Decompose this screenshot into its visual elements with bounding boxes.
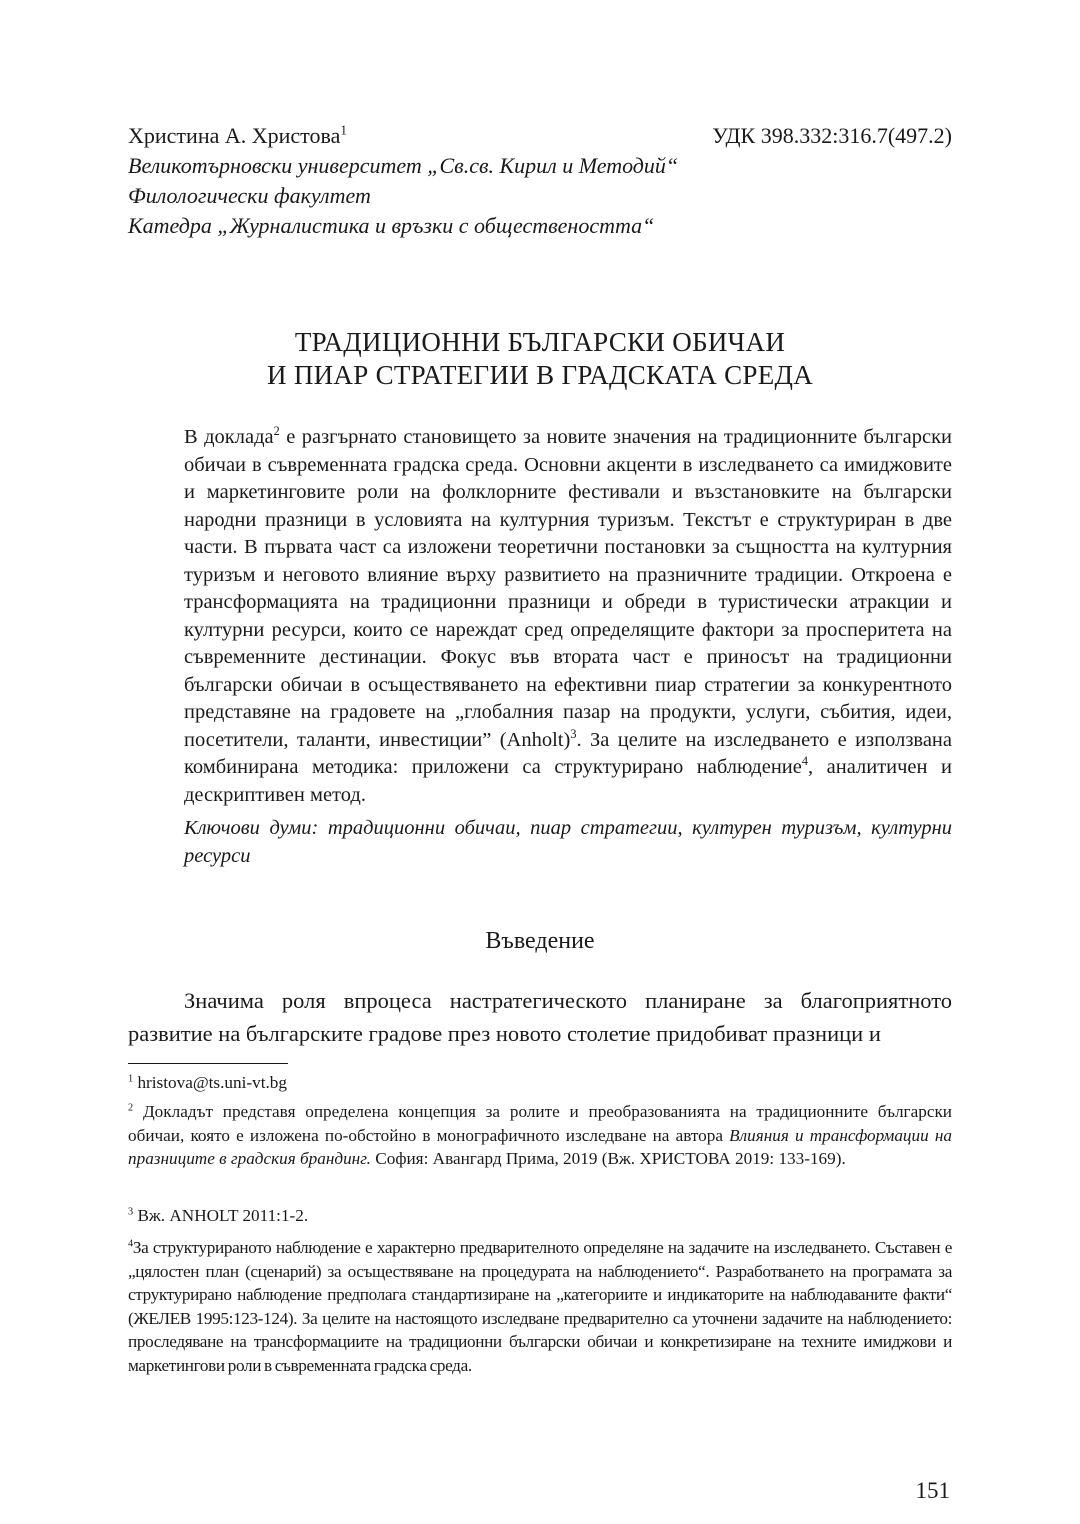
footnote-ref-4[interactable]: 4 bbox=[801, 754, 809, 769]
author-email-link[interactable]: hristova@ts.uni-vt.bg bbox=[133, 1073, 287, 1092]
footnote-3: $^3$ Вж. ANHOLT 2011:1-2. bbox=[128, 1206, 309, 1225]
footnote-1: $^1$ hristova@ts.uni-vt.bg bbox=[128, 1073, 287, 1092]
affiliation-faculty: Филологически факултет bbox=[128, 183, 371, 208]
paper-title-line-2: И ПИАР СТРАТЕГИИ В ГРАДСКАТА СРЕДА bbox=[266, 360, 814, 390]
paper-title bbox=[128, 326, 952, 392]
author-name: Христина А. Христова$^1$ bbox=[128, 122, 347, 148]
affiliation-university: Великотърновски университет „Св.св. Кирил и Методий“ bbox=[128, 153, 679, 178]
affiliation-department: Катедра „Журналистика и връзки с обществеността“ bbox=[128, 213, 655, 238]
footnote-4: $^4$За структурираното наблюдение е характерно предварителното определяне на задачите на изследването. Съставен е „цялостен план (сценарий) за осъществяване на процедурата на наблюдението“. Разработването на програмата за структурирано наблюдение предполага стандартизиране на „категориите и индикаторите на наблюдаваните факти“ (ЖЕЛЕВ 1995:123-124). За целите на настоящото изследване предварително са уточнени задачите на наблюдението: проследяване на трансформациите на традиционни български обичаи и конкретизиране на техните имиджови и маркетингови роли в съвременната градска среда. bbox=[128, 1238, 952, 1375]
udc-code: УДК 398.332:316.7(497.2) bbox=[712, 123, 952, 148]
section-heading-introduction: Въведение bbox=[485, 928, 595, 954]
footnote-separator bbox=[128, 1063, 288, 1064]
footnote-2: $^2$ Докладът представя определена концепция за ролите и преобразованията на традиционните български обичаи, която е изложена по-обстойно в монографичното изследване на автора Влияния и трансформации на празниците в градския брандинг. София: Авангард Прима, 2019 (Вж. ХРИСТОВА 2019: 133-169). bbox=[128, 1102, 952, 1168]
footnote-ref-2[interactable]: 2 bbox=[273, 424, 280, 439]
page-number: 151 bbox=[915, 1478, 950, 1503]
abstract: В доклада$^2$ е разгърнато становището за новите значения на традиционните български обичаи в съвременната градска среда. Основни акценти в изследването са имиджовите и маркетинговите роли на фолклорните фестивали и възстановките на български народни празници в условията на културния туризъм. Текстът е структуриран в две части. В първата част са изложени теоретични постановки за същността на културния туризъм и неговото влияние върху развитието на празничните традиции. Откроена е трансформацията на традиционни празници и обреди в туристически атракции и културни ресурси, които се нареждат сред определящите фактори за просперитета на съвременните дестинации. Фокус във втората част е приносът на традиционни български обичаи в осъществяването на ефективни пиар стратегии за конкурентното представяне на градовете на „глобалния пазар на продукти, услуги, събития, идеи, посетители, таланти, инвестиции” (Anholt)$^3$. За целите на изследването е използвана комбинирана методика: приложени са структурирано наблюдение$^4$, аналитичен и дескриптивен метод. bbox=[184, 424, 953, 806]
footnote-ref-3[interactable]: 3 bbox=[570, 726, 577, 741]
intro-paragraph: Значима роля впроцеса настратегическото планиране за благоприятното развитие на българските градове през новото столетие придобиват празници и bbox=[128, 988, 952, 1046]
paper-title-line-1: ТРАДИЦИОННИ БЪЛГАРСКИ ОБИЧАИ bbox=[294, 327, 786, 357]
keywords: Ключови думи: традиционни обичаи, пиар стратегии, културен туризъм, културни ресурси bbox=[184, 817, 952, 867]
footnote-ref-1[interactable]: 1 bbox=[340, 122, 347, 138]
